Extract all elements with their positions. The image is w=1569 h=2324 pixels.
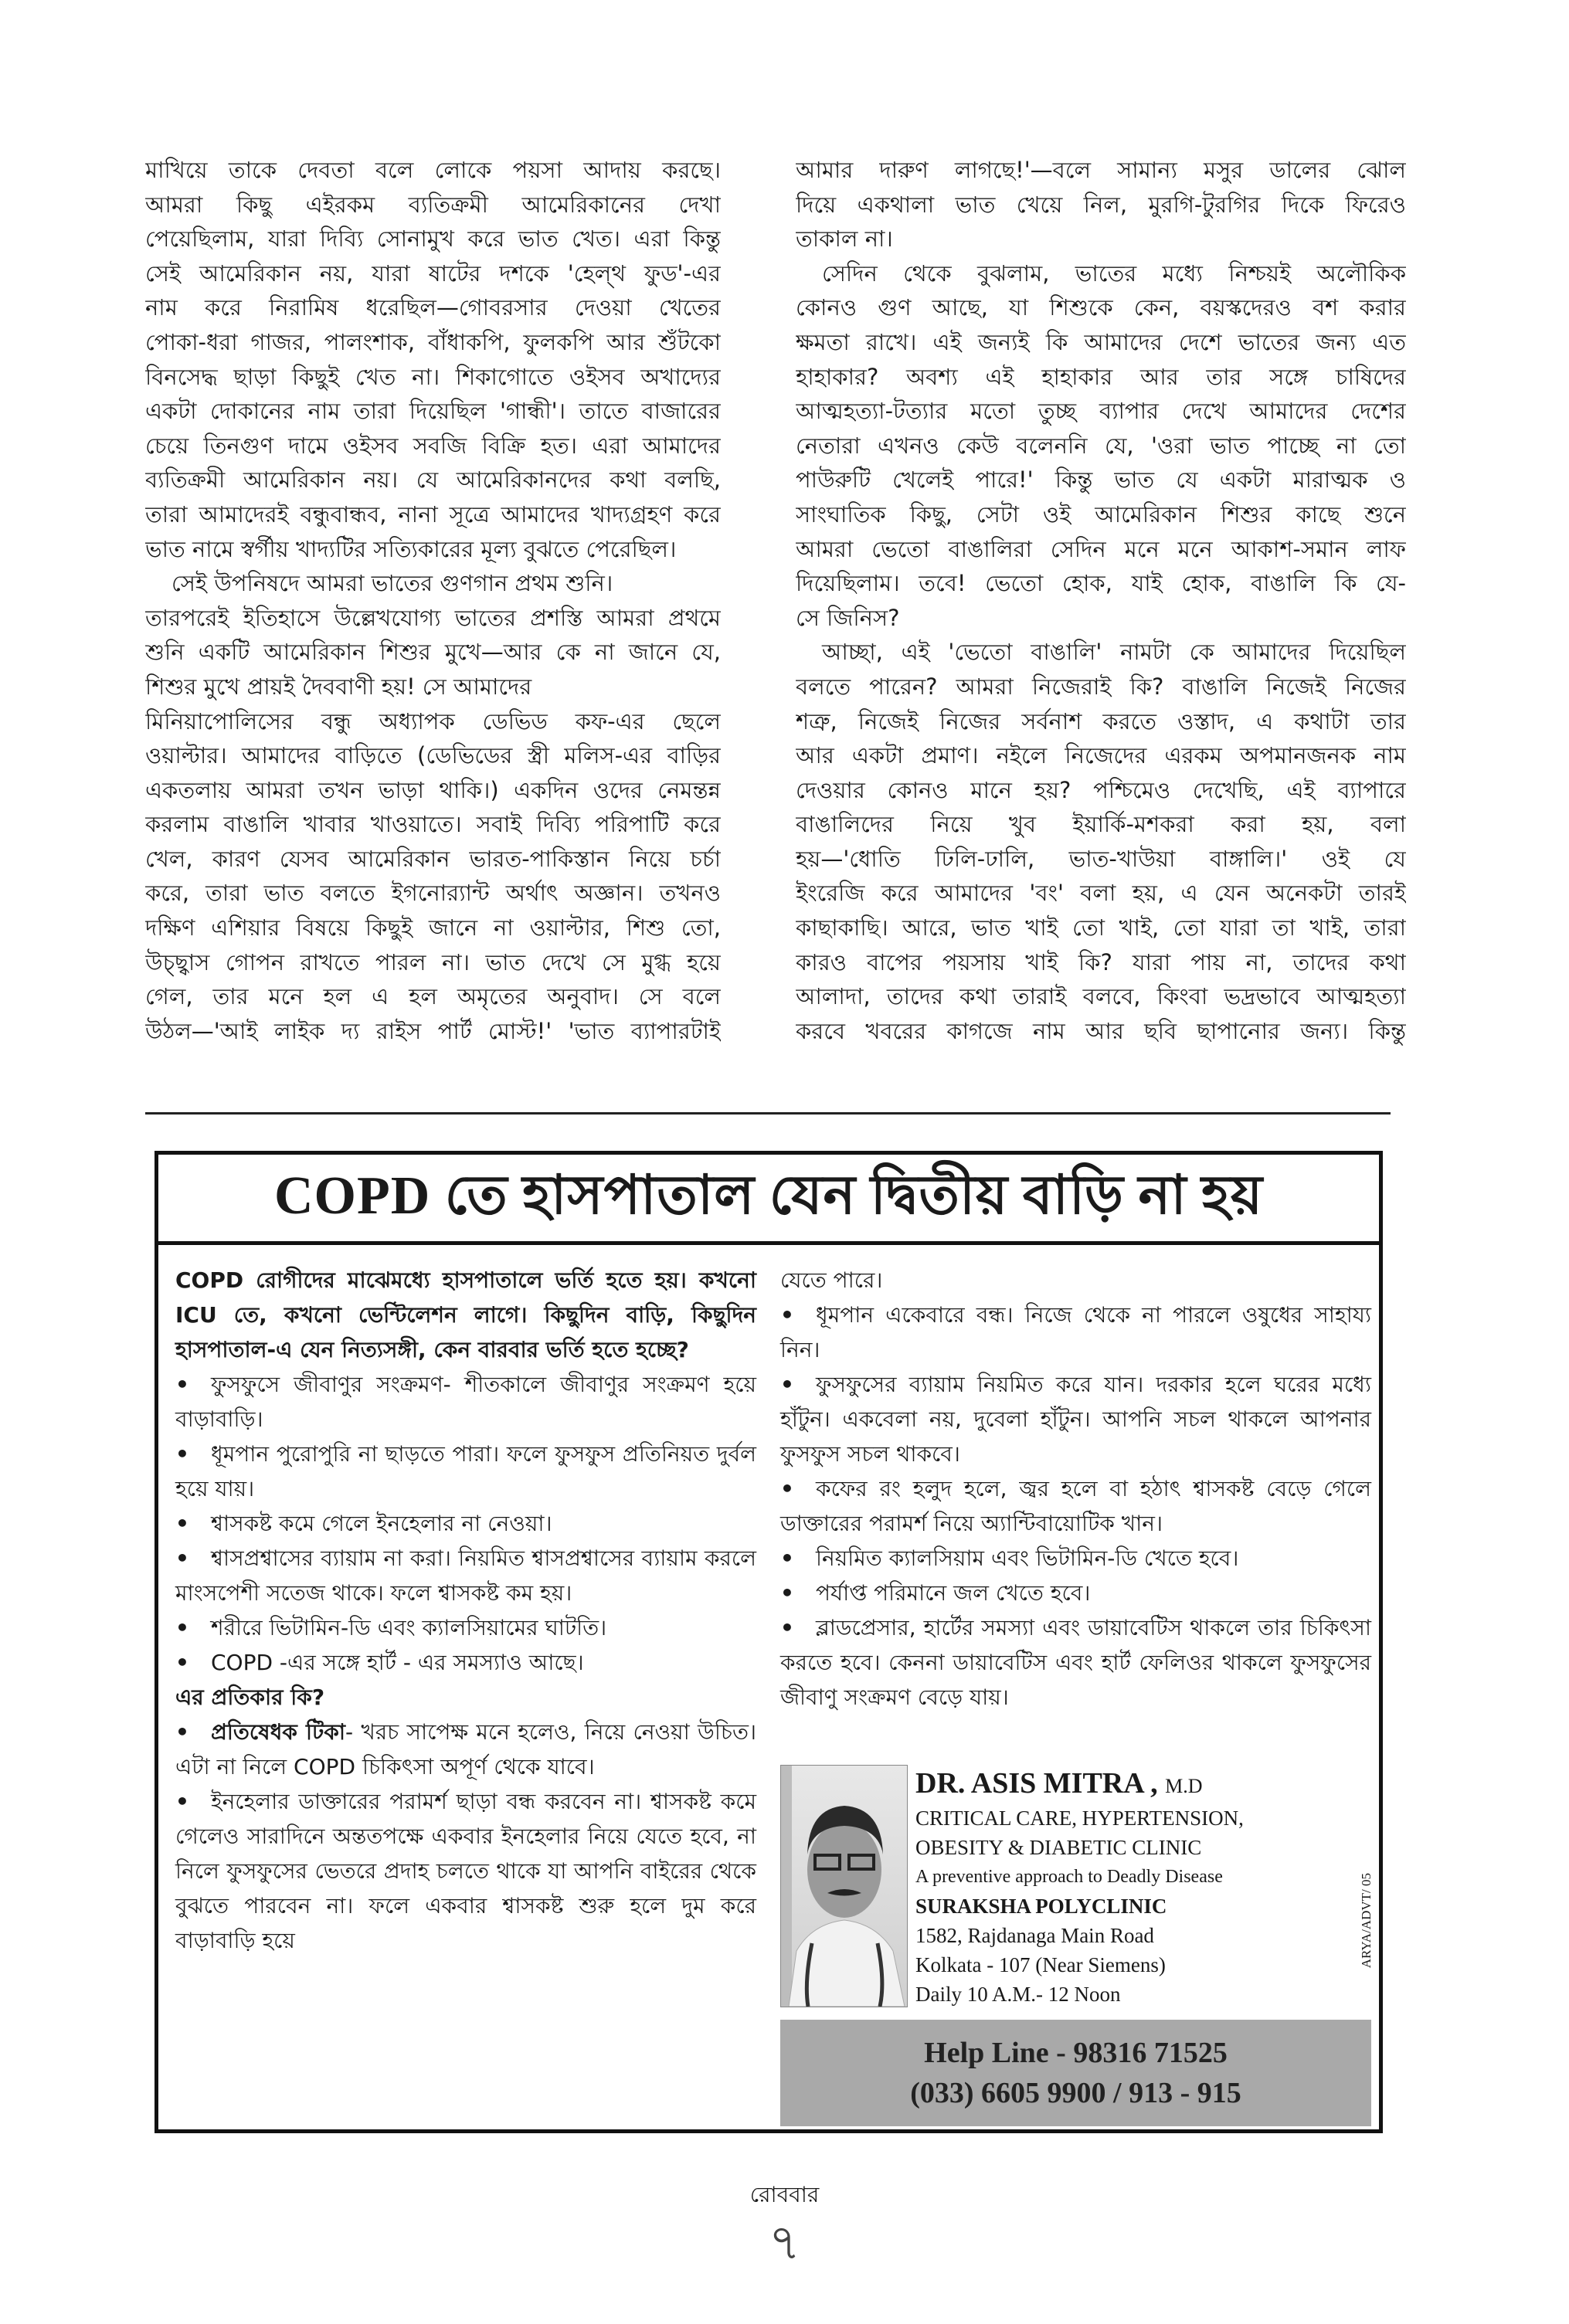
text-line: মিনিয়াপোলিসের বন্ধু অধ্যাপক ডেভিড কফ-এর ছেলে (145, 707, 721, 735)
address-line-1: 1582, Rajdanaga Main Road (915, 1924, 1154, 1947)
tagline: A preventive approach to Deadly Disease (915, 1867, 1223, 1887)
text-line: আচ্ছা, এই 'ভেতো বাঙালি' নামটা কে আমাদের দিয়েছিল (822, 639, 1406, 666)
text-line: বলতে পারেন? আমরা নিজেরাই কি? বাঙালি নিজেই নিজের (796, 673, 1406, 700)
page-number: ৭ (768, 2214, 801, 2271)
text-line: গেল, তার মনে হল এ হল অমৃতের অনুবাদ। সে বলে (145, 983, 721, 1010)
text-line: আলাদা, তাদের কথা তারাই বলবে, কিংবা ভদ্রভাবে আত্মহত্যা (796, 983, 1406, 1010)
text-line: আর একটা প্রমাণ। নইলে নিজেদের এরকম অপমানজনক নাম (796, 742, 1406, 769)
text-line: আমরা ভেতো বাঙালিরা সেদিন মনে মনে আকাশ-সমান লাফ (796, 535, 1406, 562)
remedy-inhaler: • ইনহেলার ডাক্তারের পরামর্শ ছাড়া বন্ধ করবেন না। শ্বাসকষ্ট কমে গেলেও সারাদিনে অন্ততপক্ষে একবার ইনহেলার নিয়ে যেতে হবে, না নিলে ফুসফুসের ভেতরে প্রদাহ চলতে থাকে যা আপনি বাইরের থেকে বুঝতে পারবেন না। ফলে একবার শ্বাসকষ্ট শুরু হলে দুম করে বাড়াবাড়ি হয়ে (175, 1784, 756, 1958)
text-line: সাংঘাতিক কিছু, সেটা ওই আমেরিকান শিশুর কাছে শুনে (796, 500, 1406, 528)
text-line: কোনও গুণ আছে, যা শিশুকে কেন, বয়স্কদেরও বশ করার (796, 294, 1406, 321)
text-line: উঠল—'আই লাইক দ্য রাইস পার্ট মোস্ট!' 'ভাত ব্যাপারটাই (145, 1017, 721, 1044)
divider (145, 1112, 1391, 1115)
bullet-item: • নিয়মিত ক্যালসিয়াম এবং ভিটামিন-ডি খেতে হবে। (780, 1541, 1371, 1576)
specialty-1: CRITICAL CARE, HYPERTENSION, (915, 1807, 1244, 1830)
text-line: শুনি একটি আমেরিকান শিশুর মুখে—আর কে না জানে যে, (145, 639, 721, 666)
text-line: ক্ষমতা রাখে। এই জন্যই কি আমাদের দেশে ভাতের জন্য এত (796, 328, 1406, 355)
bullet-item: • ধূমপান একেবারে বন্ধ। নিজে থেকে না পারলে ওষুধের সাহায্য নিন। (780, 1298, 1371, 1367)
text-line: ওয়াল্টার। আমাদের বাড়িতে (ডেভিডের স্ত্রী মলিস-এর বাড়ির (145, 742, 721, 769)
text-line: পেয়েছিলাম, যারা দিব্যি সোনামুখ করে ভাত খেত। এরা কিন্তু (145, 226, 721, 253)
text-line: বাঙালিদের নিয়ে খুব ইয়ার্কি-মশকরা করা হয়, বলা (796, 811, 1406, 838)
address-line-2: Kolkata - 107 (Near Siemens) (915, 1953, 1166, 1976)
doctor-info (915, 1766, 1244, 2009)
text-line: সেই উপনিষদে আমরা ভাতের গুণগান প্রথম শুনি। (172, 570, 613, 597)
text-line: উচ্ছ্বাস গোপন রাখতে পারল না। ভাত দেখে সে মুগ্ধ হয়ে (145, 948, 721, 975)
text-line: কারও বাপের পয়সায় খাই কি? যারা পায় না, তাদের কথা (796, 948, 1406, 975)
doctor-photo (780, 1765, 908, 2007)
remedies-list (780, 1298, 1371, 1715)
text-line: সে জিনিস? (796, 604, 900, 631)
bullet-item: • শ্বাসপ্রশ্বাসের ব্যায়াম না করা। নিয়মিত শ্বাসপ্রশ্বাসের ব্যায়াম করলে মাংসপেশী সতেজ থাকে। ফলে শ্বাসকষ্ট কম হয়। (175, 1541, 756, 1610)
phone-numbers: (033) 6605 9900 / 913 - 915 (910, 2077, 1241, 2109)
vaccine-text: - খরচ সাপেক্ষ মনে হলেও, নিয়ে নেওয়া উচিত। এটা না নিলে COPD চিকিৎসা অপূর্ণ থেকে যাবে। (175, 1719, 756, 1779)
specialty-2: OBESITY & DIABETIC CLINIC (915, 1836, 1202, 1859)
text-line: তারা আমাদেরই বন্ধুবান্ধব, নানা সূত্রে আমাদের খাদ্যগ্রহণ করে (145, 500, 721, 528)
hours: Daily 10 A.M.- 12 Noon (915, 1983, 1121, 2006)
text-line: আমার দারুণ লাগছে!'—বলে সামান্য মসুর ডালের ঝোল (796, 157, 1406, 183)
doctor-name: DR. ASIS MITRA , (915, 1767, 1158, 1800)
text-line: আত্মহত্যা-টত্যার মতো তুচ্ছ ব্যাপার দেখে আমাদের দেশের (796, 398, 1406, 425)
text-line: চেয়ে তিনগুণ দামে ওইসব সবজি বিক্রি হত। এরা আমাদের (145, 432, 721, 459)
text-line: দেওয়ার কোনও মানে হয়? পশ্চিমেও দেখেছি, এই ব্যাপারে (796, 776, 1406, 803)
text-line: হয়—'ধোতি ঢিলি-ঢালি, ভাত-খাউয়া বাঙ্গালি।' ওই যে (796, 845, 1406, 872)
text-line: তাকাল না। (796, 226, 893, 253)
bullet-item: • ফুসফুসে জীবাণুর সংক্রমণ- শীতকালে জীবাণুর সংক্রমণ হয়ে বাড়াবাড়ি। (175, 1367, 756, 1437)
doctor-card (780, 1765, 1374, 2012)
text-line: পোকা-ধরা গাজর, পালংশাক, বাঁধাকপি, ফুলকপি আর শুঁটকো (145, 328, 721, 355)
text-line: দিয়েছিলাম। তবে! ভেতো হোক, যাই হোক, বাঙালি কি যে- (796, 570, 1406, 597)
text-line: ইংরেজি করে আমাদের 'বং' বলা হয়, এ যেন অনেকটা তারই (796, 880, 1406, 907)
text-line: হাহাকার? অবশ্য এই হাহাকার আর তার সঙ্গে চাষিদের (796, 363, 1406, 390)
text-line: তারপরেই ইতিহাসে উল্লেখযোগ্য ভাতের প্রশস্তি আমরা প্রথমে (145, 604, 721, 631)
text-line: করলাম বাঙালি খাবার খাওয়াতে। সবাই দিব্যি পরিপাটি করে (145, 811, 721, 838)
magazine-name: রোববার (749, 2182, 820, 2207)
ad-column-left (175, 1263, 756, 1958)
text-line: পাউরুটি খেলেই পারে!' কিন্তু ভাত যে একটা মারাত্মক ও (796, 466, 1406, 494)
article-column-right (796, 153, 1406, 1048)
text-line: একতলায় আমরা তখন ভাড়া থাকি।) একদিন ওদের নেমন্তন্ন (145, 776, 721, 803)
bullet-item: • শরীরে ভিটামিন-ডি এবং ক্যালসিয়ামের ঘাটতি। (175, 1610, 756, 1645)
bullet-item: • কফের রং হলুদ হলে, জ্বর হলে বা হঠাৎ শ্বাসকষ্ট বেড়ে গেলে ডাক্তারের পরামর্শ নিয়ে অ্যান্টিবায়োটিক খান। (780, 1471, 1371, 1541)
helpline-band (780, 2020, 1371, 2126)
text-line: করে, তারা ভাত বলতে ইগনোর‍্যান্ট অর্থাৎ অজ্ঞান। তখনও (145, 880, 721, 907)
text-line: একটা দোকানের নাম তারা দিয়েছিল 'গান্ধী'। তাতে বাজারের (145, 398, 721, 425)
text-line: বিনসেদ্ধ ছাড়া কিছুই খেত না। শিকাগোতে ওইসব অখাদ্যের (145, 363, 721, 390)
text-line: ভাত নামে স্বর্গীয় খাদ্যটির সত্যিকারের মূল্য বুঝতে পেরেছিল। (145, 535, 677, 562)
text-line: মাখিয়ে তাকে দেবতা বলে লোকে পয়সা আদায় করছে। (145, 157, 721, 183)
helpline: Help Line - 98316 71525 (924, 2037, 1228, 2069)
text-line: সেদিন থেকে বুঝলাম, ভাতের মধ্যে নিশ্চয়ই অলৌকিক (822, 260, 1406, 287)
text-line: খেল, কারণ যেসব আমেরিকান ভারত-পাকিস্তান নিয়ে চর্চা (145, 845, 721, 872)
agency-code: ARYA/ADVT/ 05 (1359, 1873, 1374, 1969)
continuation: যেতে পারে। (780, 1267, 883, 1293)
remedy-heading: এর প্রতিকার কি? (175, 1684, 325, 1710)
text-line: দিয়ে একথালা ভাত খেয়ে নিল, মুরগি-টুরগির দিকে ফিরেও (796, 191, 1406, 218)
article-column-left (145, 153, 721, 1048)
doctor-degree: M.D (1165, 1775, 1203, 1797)
clinic-name: SURAKSHA POLYCLINIC (915, 1895, 1167, 1918)
bullet-item: • ধূমপান পুরোপুরি না ছাড়তে পারা। ফলে ফুসফুস প্রতিনিয়ত দুর্বল হয়ে যায়। (175, 1437, 756, 1506)
bullet-item: • পর্যাপ্ত পরিমানে জল খেতে হবে। (780, 1576, 1371, 1610)
ad-intro: COPD রোগীদের মাঝেমধ্যে হাসপাতালে ভর্তি হতে হয়। কখনো ICU তে, কখনো ভেন্টিলেশন লাগে। কিছুদিন বাড়ি, কিছুদিন হাসপাতাল-এ যেন নিত্যসঙ্গী, কেন বারবার ভর্তি হতে হচ্ছে? (175, 1267, 756, 1362)
vaccine-label: প্রতিষেধক টিকা (211, 1719, 345, 1745)
bullet-item: • শ্বাসকষ্ট কমে গেলে ইনহেলার না নেওয়া। (175, 1506, 756, 1541)
bullet-item: • COPD -এর সঙ্গে হার্ট - এর সমস্যাও আছে। (175, 1645, 756, 1680)
remedy-vaccine (175, 1715, 756, 1784)
text-line: নেতারা এখনও কেউ বলেননি যে, 'ওরা ভাত পাচ্ছে না তো (796, 432, 1406, 459)
bullet-item: • ব্লাডপ্রেসার, হার্টের সমস্যা এবং ডায়াবেটিস থাকলে তার চিকিৎসা করতে হবে। কেননা ডায়াবেটিস এবং হার্ট ফেলিওর থাকলে ফুসফুসের জীবাণু সংক্রমণ বেড়ে যায়। (780, 1610, 1371, 1715)
text-line: করবে খবরের কাগজে নাম আর ছবি ছাপানোর জন্য। কিন্তু (796, 1017, 1406, 1044)
advertisement (155, 1151, 1383, 2133)
text-line: ব্যতিক্রমী আমেরিকান নয়। যে আমেরিকানদের কথা বলছি, (145, 466, 721, 494)
text-line: নাম করে নিরামিষ ধরেছিল—গোবরসার দেওয়া খেতের (145, 294, 721, 321)
text-line: সেই আমেরিকান নয়, যারা ষাটের দশকে 'হেল্‌থ ফুড'-এর (145, 260, 721, 287)
text-line: শত্রু, নিজেই নিজের সর্বনাশ করতে ওস্তাদ, এ কথাটা তার (796, 707, 1406, 735)
ad-column-right (780, 1263, 1371, 1715)
ad-title: COPD তে হাসপাতাল যেন দ্বিতীয় বাড়ি না হয় (158, 1155, 1379, 1245)
text-line: কাছাকাছি। আরে, ভাত খাই তো খাই, তো যারা তা খাই, তারা (796, 914, 1406, 941)
text-line: দক্ষিণ এশিয়ার বিষয়ে কিছুই জানে না ওয়াল্টার, শিশু তো, (145, 914, 721, 941)
causes-list (175, 1367, 756, 1680)
text-line: শিশুর মুখে প্রায়ই দৈববাণী হয়! সে আমাদের (145, 673, 532, 700)
bullet-item: • ফুসফুসের ব্যায়াম নিয়মিত করে যান। দরকার হলে ঘরের মধ্যে হাঁটুন। একবেলা নয়, দুবেলা হাঁটুন। আপনি সচল থাকলে আপনার ফুসফুস সচল থাকবে। (780, 1367, 1371, 1471)
text-line: আমরা কিছু এইরকম ব্যতিক্রমী আমেরিকানের দেখা (145, 191, 721, 218)
